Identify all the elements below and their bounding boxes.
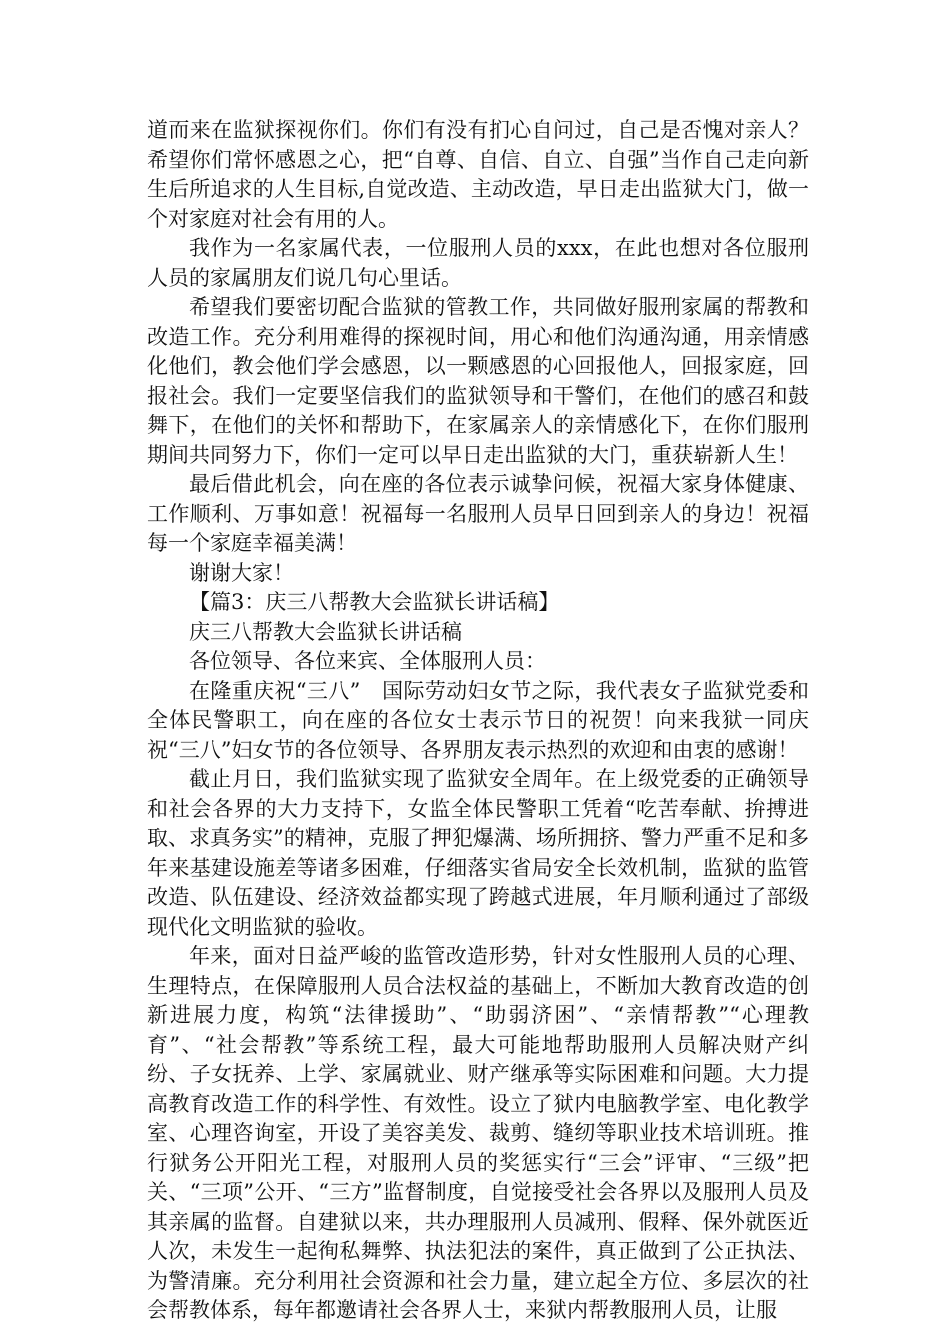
paragraph-blessing: 最后借此机会，向在座的各位表示诚挚问候，祝福大家身体健康、工作顺利、万事如意！祝福每一名服刑人员早日回到亲人的身边！祝福每一个家庭幸福美满！ xyxy=(147,472,809,555)
salutation: 各位领导、各位来宾、全体服刑人员： xyxy=(189,649,546,673)
paragraph-thanks: 谢谢大家！ xyxy=(189,560,294,585)
paragraph-hope: 希望我们要密切配合监狱的管教工作，共同做好服刑家属的帮教和改造工作。充分利用难得的探视时间，用心和他们沟通沟通，用亲情感化他们，教会他们学会感恩，以一颗感恩的心回报他人，回报家庭，回报社会。我们一定要坚信我们的监狱领导和干警们，在他们的感召和鼓舞下，在他们的关怀和帮助下，在家属亲人的亲情感化下，在你们服刑期间共同努力下，你们一定可以早日走出监狱的大门，重获崭新人生！ xyxy=(147,295,809,467)
paragraph-education-reform: 年来，面对日益严峻的监管改造形势，针对女性服刑人员的心理、生理特点，在保障服刑人员合法权益的基础上，不断加大教育改造的创新进展力度，构筑“法律援助”、“助弱济困”、“亲情帮教”“心理教育”、“社会帮教”等系统工程，最大可能地帮助服刑人员解决财产纠纷、子女抚养、上学、家属就业、财产继承等实际困难和问题。大力提高教育改造工作的科学性、有效性。设立了狱内电脑教学室、电化教学室、心理咨询室，开设了美容美发、裁剪、缝纫等职业技术培训班。推行狱务公开阳光工程，对服刑人员的奖惩实行“三会”评审、“三级”把关、“三项”公开、“三方”监督制度，自觉接受社会各界以及服刑人员及其亲属的监督。自建狱以来，共办理服刑人员减刑、假释、保外就医近人次，未发生一起徇私舞弊、执法犯法的案件，真正做到了公正执法、为警清廉。充分利用社会资源和社会力量，建立起全方位、多层次的社会帮教体系，每年都邀请社会各界人士，来狱内帮教服刑人员，让服 xyxy=(147,944,809,1322)
speech-title: 庆三八帮教大会监狱长讲话稿 xyxy=(189,619,462,644)
paragraph-greeting: 在隆重庆祝“三八” 国际劳动妇女节之际，我代表女子监狱党委和全体民警职工，向在座的各位女士表示节日的祝贺！向来我狱一同庆祝“三八”妇女节的各位领导、各界朋友表示热烈的欢迎和由衷的感谢！ xyxy=(147,678,809,762)
document-page xyxy=(147,116,809,1326)
section-heading: 【篇3：庆三八帮教大会监狱长讲话稿】 xyxy=(189,590,560,614)
paragraph-achievements: 截止月日，我们监狱实现了监狱安全周年。在上级党委的正确领导和社会各界的大力支持下，女监全体民警职工凭着“吃苦奉献、拚搏进取、求真务实”的精神，克服了押犯爆满、场所拥挤、警力严重不足和多年来基建设施差等诸多困难，仔细落实省局安全长效机制，监狱的监管改造、队伍建设、经济效益都实现了跨越式进展，年月顺利通过了部级现代化文明监狱的验收。 xyxy=(147,767,809,939)
paragraph-continuation: 道而来在监狱探视你们。你们有没有扪心自问过，自己是否愧对亲人？希望你们常怀感恩之心，把“自尊、自信、自立、自强”当作自己走向新生后所追求的人生目标,自觉改造、主动改造，早日走出监狱大门，做一个对家庭对社会有用的人。 xyxy=(147,118,809,231)
paragraph-family-representative: 我作为一名家属代表，一位服刑人员的xxx，在此也想对各位服刑人员的家属朋友们说几句心里话。 xyxy=(147,236,809,290)
